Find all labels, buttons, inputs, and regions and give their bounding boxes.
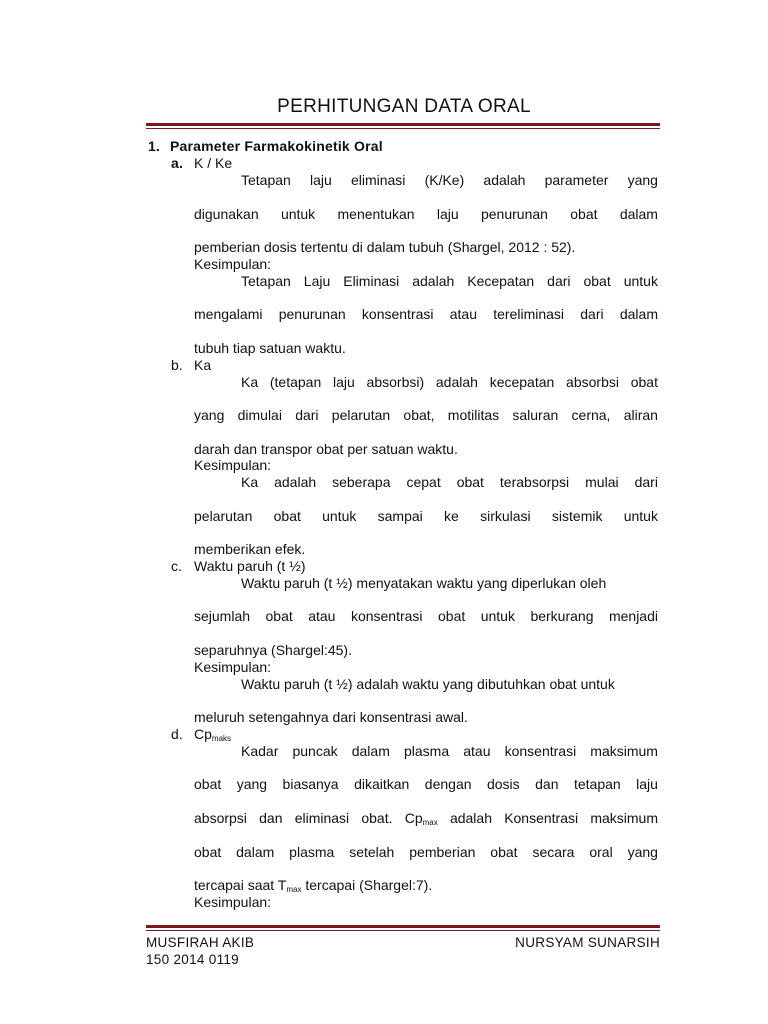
word: untuk [280, 206, 316, 222]
subscript: max [422, 818, 438, 827]
word: untuk [623, 508, 658, 524]
word: Kecepatan [467, 273, 535, 289]
word: Eliminasi [343, 273, 400, 289]
word: Cp [404, 810, 423, 826]
word: penurunan [278, 306, 346, 322]
item-c-conclusion-label: Kesimpulan: [194, 659, 272, 675]
word: konsentrasi [350, 608, 423, 624]
item-c-conclusion-line: Waktu paruh (t ½) adalah waktu yang dibutuhkan obat untuk [241, 676, 615, 692]
item-a-conclusion-line [194, 306, 658, 323]
word: Laju [303, 273, 331, 289]
word: obat [630, 374, 658, 390]
item-b-label: Ka [194, 357, 212, 373]
item-d-conclusion-label: Kesimpulan: [194, 894, 272, 910]
word: dari [295, 407, 319, 423]
item-b-conclusion-line [241, 474, 658, 491]
item-d-label: $Cp_{maks}$ [194, 726, 232, 743]
word: obat [583, 273, 611, 289]
item-d-body-line [194, 776, 658, 793]
word: sejumlah [194, 608, 251, 624]
word: obat. [361, 810, 393, 826]
word: (tetapan [269, 374, 322, 390]
word: Tetapan [241, 172, 291, 188]
word: eliminasi [294, 810, 350, 826]
item-a-body-line: pemberian dosis tertentu di dalam tubuh (Shargel, 2012 : 52). [194, 239, 576, 255]
item-c-marker: c. [171, 558, 182, 574]
item-a-conclusion-line: tubuh tiap satuan waktu. [194, 340, 346, 356]
word: parameter [544, 172, 609, 188]
word: tetapan [573, 776, 621, 792]
word: ke [444, 508, 459, 524]
word: adalah [483, 172, 526, 188]
word: untuk [322, 508, 357, 524]
item-d-marker: d. [171, 726, 183, 742]
item-a-conclusion-line [241, 273, 658, 290]
item-d-body-line [194, 844, 658, 861]
word: dosis [486, 776, 520, 792]
item-a-marker: a. [171, 155, 184, 171]
word: (K/Ke) [424, 172, 465, 188]
word: plasma [403, 743, 450, 759]
word: berkurang [530, 608, 594, 624]
word: atau [308, 608, 336, 624]
word: dengan [424, 776, 472, 792]
word: obat [570, 206, 598, 222]
word: tereliminasi [493, 306, 565, 322]
word: dalam [351, 743, 390, 759]
word: pelarutan [331, 407, 391, 423]
word: plasma [289, 844, 335, 860]
word: absorpsi [194, 810, 247, 826]
word: untuk [480, 608, 515, 624]
word: puncak [292, 743, 338, 759]
word: mulai [585, 474, 619, 490]
word: Tetapan [241, 273, 291, 289]
word: maksimum [590, 743, 658, 759]
item-c-label: Waktu paruh (t ½) [194, 558, 306, 574]
word: Konsentrasi [504, 810, 579, 826]
word: laju [436, 206, 459, 222]
item-c-body-line: separuhnya (Shargel:45). [194, 642, 352, 658]
word: pemberian [409, 844, 476, 860]
word: adalah [274, 474, 317, 490]
word: penurunan [480, 206, 548, 222]
word: cepat [406, 474, 441, 490]
word: obat [490, 844, 518, 860]
item-b-conclusion-line [194, 508, 658, 525]
word: motilitas [447, 407, 500, 423]
word: dikaitkan [354, 776, 410, 792]
header-rule [146, 123, 660, 129]
word: menentukan [337, 206, 415, 222]
word: untuk [623, 273, 658, 289]
author-id: 150 2014 0119 [146, 952, 239, 967]
footer-rule [146, 925, 660, 931]
word: saluran [512, 407, 559, 423]
item-b-body-line: darah dan transpor obat per satuan waktu. [194, 441, 458, 457]
word: laju [309, 172, 332, 188]
supervisor-name: NURSYAM SUNARSIH [515, 935, 660, 950]
word: obat [438, 608, 466, 624]
word: yang [627, 844, 658, 860]
word: dalam [619, 206, 658, 222]
word: terabsorpsi [499, 474, 570, 490]
word: adalah [435, 374, 478, 390]
word: sistemik [551, 508, 603, 524]
section-number: 1. [148, 138, 161, 154]
word: setelah [349, 844, 395, 860]
word: yang [194, 407, 225, 423]
word: dimulai [237, 407, 282, 423]
word: atau [449, 306, 477, 322]
word [405, 810, 438, 827]
word: eliminasi [350, 172, 406, 188]
page-title: PERHITUNGAN DATA ORAL [277, 96, 531, 117]
word: dari [580, 306, 604, 322]
section-heading: Parameter Farmakokinetik Oral [170, 138, 383, 154]
word: kecepatan [489, 374, 555, 390]
word: yang [627, 172, 658, 188]
word: obat, [403, 407, 435, 423]
word: absorbsi [566, 374, 619, 390]
word: dari [634, 474, 658, 490]
word: maksimum [590, 810, 658, 826]
item-b-body-line [194, 407, 658, 424]
word: Kadar [241, 743, 279, 759]
word: konsentrasi [504, 743, 577, 759]
word: digunakan [194, 206, 259, 222]
word: obat [456, 474, 484, 490]
item-d-body-line: tercapai saat $T_{max}$ tercapai (Shargel:7). [194, 877, 433, 894]
word: adalah [449, 810, 492, 826]
item-a-label: K / Ke [194, 155, 233, 171]
word: dalam [619, 306, 658, 322]
item-a-conclusion-label: Kesimpulan: [194, 256, 272, 272]
item-d-body-line [241, 743, 658, 760]
word: menjadi [608, 608, 658, 624]
item-c-body-line [194, 608, 658, 625]
footer-right [515, 934, 660, 951]
item-b-conclusion-line: memberikan efek. [194, 541, 306, 557]
word: sampai [377, 508, 423, 524]
footer-left [146, 934, 254, 968]
word: laju [636, 776, 658, 792]
word: laju [333, 374, 355, 390]
word: obat [273, 508, 301, 524]
word: dalam [236, 844, 275, 860]
item-c-body-line: Waktu paruh (t ½) menyatakan waktu yang diperlukan oleh [241, 575, 607, 591]
item-a-body-line [194, 206, 658, 223]
word: pelarutan [194, 508, 253, 524]
word: cerna, [571, 407, 611, 423]
item-b-body-line [241, 374, 658, 391]
word: Ka [241, 474, 259, 490]
word: biasanya [282, 776, 339, 792]
word: dan [259, 810, 283, 826]
word: dan [535, 776, 559, 792]
item-b-marker: b. [171, 357, 183, 373]
word: obat [194, 776, 222, 792]
item-d-body-line [194, 810, 658, 827]
item-a-body-line [241, 172, 658, 189]
item-b-conclusion-label: Kesimpulan: [194, 457, 272, 473]
word: konsentrasi [361, 306, 434, 322]
word: oral [589, 844, 613, 860]
word: seberapa [332, 474, 391, 490]
word: atau [463, 743, 491, 759]
word: dari [547, 273, 571, 289]
word: absorbsi) [366, 374, 425, 390]
word: mengalami [194, 306, 263, 322]
word: adalah [412, 273, 455, 289]
word: yang [236, 776, 268, 792]
item-c-conclusion-line: meluruh setengahnya dari konsentrasi awal. [194, 709, 468, 725]
word: obat [265, 608, 293, 624]
word: secara [532, 844, 575, 860]
author-name: MUSFIRAH AKIB [146, 935, 255, 950]
word: Ka [241, 374, 259, 390]
word: sirkulasi [480, 508, 531, 524]
word: aliran [623, 407, 658, 423]
word: obat [194, 844, 222, 860]
